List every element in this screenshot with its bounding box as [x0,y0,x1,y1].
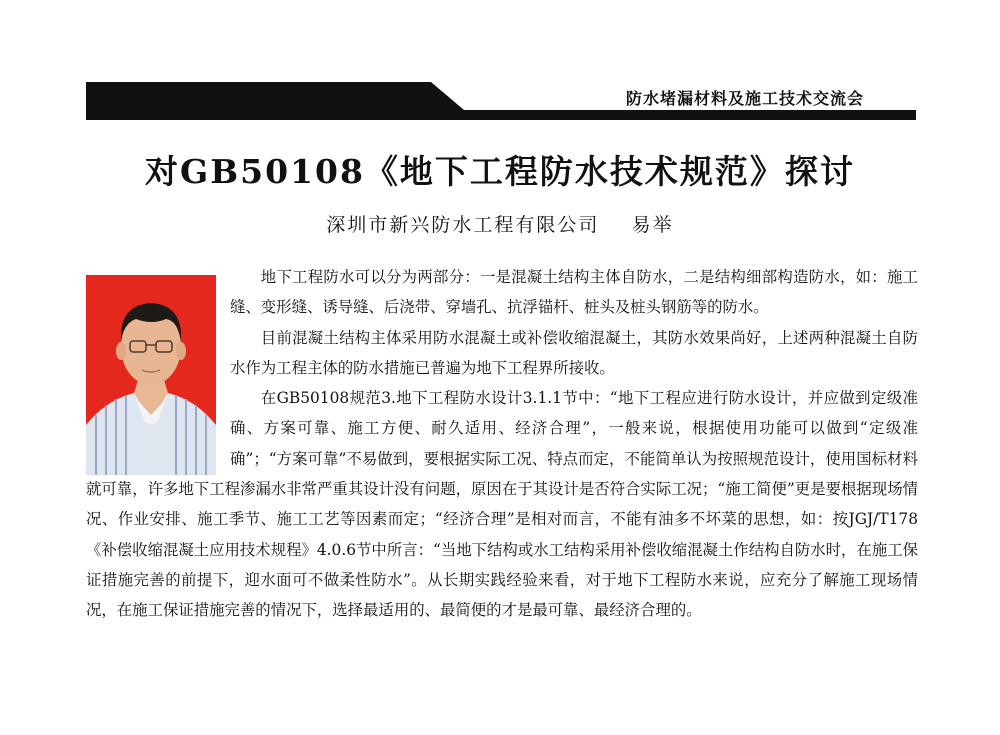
photo-spacer [86,262,230,474]
paragraph-3: 在GB50108规范3.地下工程防水设计3.1.1节中：“地下工程应进行防水设计，并应做到定级准确、方案可靠、施工方便、耐久适用、经济合理”，一般来说，根据使用功能可以做到“定级准确”；“方案可靠”不易做到，要根据实际工况、特点而定，不能简单认为按照规范设计，使用国标材料就可靠，许多地下工程渗漏水非常严重其设计没有问题，原因在于其设计是否符合实际工况；“施工简便”更是要根据现场情况、作业安排、施工季节、施工工艺等因素而定；“经济合理”是相对而言，不能有油多不坏菜的思想，如：按JGJ/T178《补偿收缩混凝土应用技术规程》4.0.6节中所言：“当地下结构或水工结构采用补偿收缩混凝土作结构自防水时，在施工保证措施完善的前提下，迎水面可不做柔性防水”。从长期实践经验来看，对于地下工程防水来说，应充分了解施工现场情况，在施工保证措施完善的情况下，选择最适用的、最简便的才是最可靠、最经济合理的。 [86,389,918,620]
conference-name: 防水堵漏材料及施工技术交流会 [625,89,864,108]
paragraph-2: 目前混凝土结构主体采用防水混凝土或补偿收缩混凝土，其防水效果尚好，上述两种混凝土自防水作为工程主体的防水措施已普遍为地下工程界所接收。 [230,328,918,377]
article-title: 对GB50108《地下工程防水技术规范》探讨 [145,152,855,191]
article-body [86,262,918,626]
header-band [86,80,916,122]
author-byline: 深圳市新兴防水工程有限公司 易举 [326,214,674,236]
paragraph-1: 地下工程防水可以分为两部分：一是混凝土结构主体自防水，二是结构细部构造防水，如：施工缝、变形缝、诱导缝、后浇带、穿墙孔、抗浮锚杆、桩头及桩头钢筋等的防水。 [230,268,918,317]
